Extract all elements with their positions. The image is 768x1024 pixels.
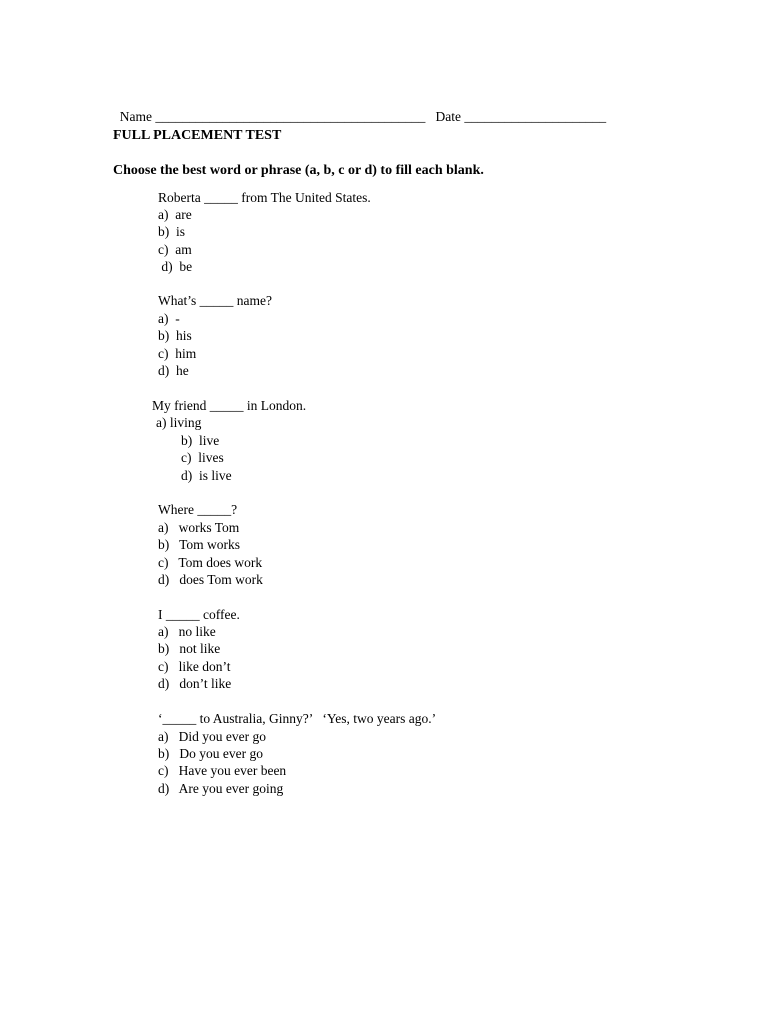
name-field-label: Name ________________________________________	[119, 109, 426, 124]
question-prompt: I _____ coffee.	[158, 607, 240, 622]
answer-option: d) don’t like	[158, 676, 232, 691]
answer-option: c) lives	[181, 450, 224, 465]
question-prompt: Where _____?	[158, 502, 238, 517]
answer-option: c) Have you ever been	[158, 763, 287, 778]
answer-option: b) his	[158, 328, 192, 343]
question-prompt: Roberta _____ from The United States.	[158, 190, 371, 205]
question-prompt: ‘_____ to Australia, Ginny?’ ‘Yes, two years ago.’	[158, 711, 437, 726]
answer-option: a) -	[158, 311, 180, 326]
answer-option: d) does Tom work	[158, 572, 263, 587]
answer-option: a) living	[156, 415, 202, 430]
answer-option: d) be	[158, 259, 193, 274]
answer-option: a) works Tom	[158, 520, 240, 535]
header-row	[113, 93, 606, 125]
date-field-label: Date _____________________	[435, 109, 607, 124]
answer-option: d) is live	[181, 468, 232, 483]
answer-option: b) Tom works	[158, 537, 241, 552]
answer-option: c) like don’t	[158, 659, 231, 674]
answer-option: d) he	[158, 363, 189, 378]
answer-option: b) live	[181, 433, 220, 448]
answer-option: d) Are you ever going	[158, 781, 284, 796]
question-prompt: My friend _____ in London.	[152, 398, 307, 413]
question-prompt: What’s _____ name?	[158, 293, 272, 308]
answer-option: a) Did you ever go	[158, 729, 266, 744]
answer-option: b) Do you ever go	[158, 746, 263, 761]
answer-option: c) him	[158, 346, 197, 361]
answer-option: a) are	[158, 207, 192, 222]
answer-option: b) is	[158, 224, 185, 239]
answer-option: a) no like	[158, 624, 216, 639]
answer-option: c) am	[158, 242, 192, 257]
answer-option: c) Tom does work	[158, 555, 263, 570]
page-title: FULL PLACEMENT TEST	[113, 128, 282, 143]
answer-option: b) not like	[158, 641, 221, 656]
instructions: Choose the best word or phrase (a, b, c or d) to fill each blank.	[113, 163, 484, 178]
